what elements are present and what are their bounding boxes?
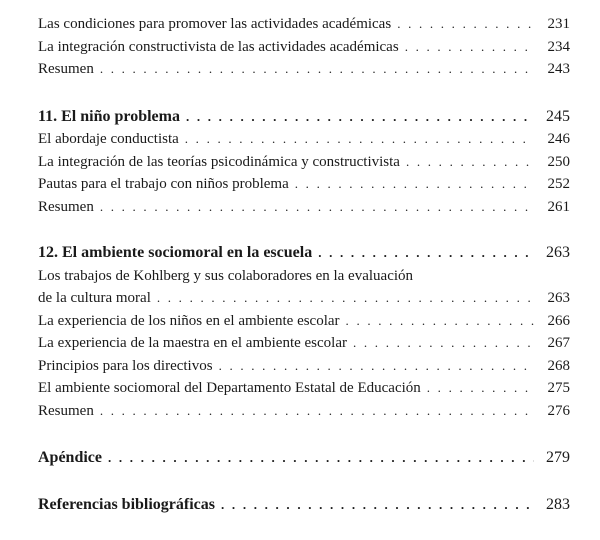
entry-page: 275 [547, 380, 570, 396]
dot-leader [397, 13, 534, 36]
dot-leader [405, 36, 534, 59]
dot-leader [353, 332, 534, 355]
toc-entry [38, 332, 570, 355]
toc-references [38, 494, 570, 517]
toc-entry [38, 400, 570, 423]
toc-appendix [38, 447, 570, 470]
entry-page: 268 [547, 357, 570, 374]
entry-title: Las condiciones para promover las actividades académicas [38, 16, 392, 32]
entry-title: Resumen [38, 402, 94, 419]
dot-leader [100, 400, 534, 423]
chapter-page: 245 [546, 107, 570, 125]
entry-page: 252 [547, 176, 570, 192]
chapter-page: 279 [546, 449, 570, 466]
toc-entry [38, 58, 570, 81]
entry-title: La integración constructivista de las actividades académicas [38, 38, 399, 55]
dot-leader [185, 128, 534, 151]
dot-leader [346, 310, 534, 333]
toc-chapter-11 [38, 106, 570, 129]
toc-entry [38, 36, 570, 59]
entry-title: Los trabajos de Kohlberg y sus colaboradores en la evaluación [38, 267, 414, 284]
toc-entry [38, 173, 570, 196]
entry-page: 261 [547, 198, 570, 215]
toc-entry [38, 355, 570, 378]
toc-entry [38, 310, 570, 333]
entry-title: Resumen [38, 61, 94, 77]
toc-entry [38, 196, 570, 219]
toc-entry [38, 377, 570, 400]
dot-leader [100, 58, 534, 81]
entry-title: Pautas para el trabajo con niños problema [38, 176, 289, 192]
toc-entry [38, 128, 570, 151]
entry-page: 231 [547, 16, 570, 32]
dot-leader [406, 151, 534, 174]
entry-page: 267 [547, 335, 570, 351]
entry-page: 246 [547, 131, 570, 147]
dot-leader [186, 106, 534, 129]
entry-title: de la cultura moral [38, 290, 151, 306]
entry-title: El abordaje conductista [38, 131, 179, 147]
entry-title: La experiencia de la maestra en el ambiente escolar [38, 335, 347, 351]
toc-chapter-12 [38, 242, 570, 265]
dot-leader [157, 287, 534, 310]
toc-entry-line1 [38, 265, 570, 288]
entry-title: La integración de las teorías psicodinámica y constructivista [38, 153, 400, 170]
table-of-contents [38, 13, 570, 516]
chapter-title: Referencias bibliográficas [38, 495, 216, 513]
entry-page: 263 [547, 290, 570, 306]
dot-leader [318, 242, 534, 265]
dot-leader [100, 196, 534, 219]
toc-entry [38, 151, 570, 174]
dot-leader [295, 173, 534, 196]
chapter-title: 11. El niño problema [38, 107, 180, 125]
dot-leader [221, 494, 534, 517]
chapter-page: 263 [546, 244, 570, 261]
entry-page: 243 [547, 61, 570, 77]
entry-page: 234 [547, 38, 570, 55]
entry-page: 250 [547, 153, 570, 170]
chapter-title: 12. El ambiente sociomoral en la escuela [38, 244, 313, 261]
entry-title: La experiencia de los niños en el ambiente escolar [38, 312, 340, 329]
toc-entry-line2 [38, 287, 570, 310]
toc-entry [38, 13, 570, 36]
dot-leader [108, 447, 534, 470]
chapter-title: Apéndice [38, 449, 102, 466]
entry-page: 276 [547, 402, 570, 419]
dot-leader [427, 377, 534, 400]
entry-page: 266 [547, 312, 570, 329]
chapter-page: 283 [546, 495, 570, 513]
entry-title: Resumen [38, 198, 94, 215]
entry-title: El ambiente sociomoral del Departamento Estatal de Educación [38, 380, 421, 396]
entry-title: Principios para los directivos [38, 357, 213, 374]
dot-leader [219, 355, 534, 378]
